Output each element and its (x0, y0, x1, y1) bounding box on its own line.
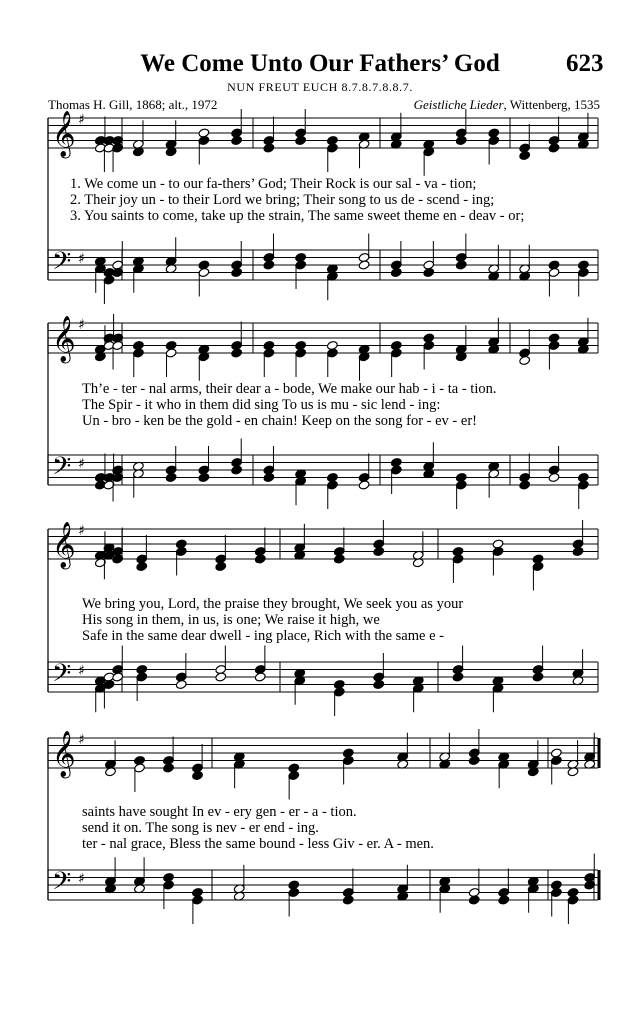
notehead (263, 260, 275, 270)
bass-staff (48, 455, 598, 485)
notehead (342, 895, 354, 905)
lyric-line-3: 3. You saints to come, take up the strain, The same sweet theme en - deav - or; (70, 208, 525, 224)
lyric-line-2: The Spir - it who in them did sing To us is mu - sic lend - ing: (82, 397, 441, 413)
notehead (455, 260, 467, 270)
notehead (333, 554, 345, 564)
bass-clef-icon: 𝄢 (52, 659, 72, 694)
treble-clef-icon: 𝄞 (52, 731, 76, 777)
sharp-icon: ♯ (78, 663, 85, 679)
bass-clef-icon: 𝄢 (52, 867, 72, 902)
bass-clef-icon: 𝄢 (52, 452, 72, 487)
sharp-icon: ♯ (78, 732, 85, 748)
bass-staff (48, 662, 598, 692)
treble-staff (48, 529, 598, 559)
lyric-line-1: 1. We come un - to our fa-thers’ God; Their Rock is our sal - va - tion; (70, 176, 477, 192)
notehead (231, 135, 243, 145)
bass-clef-icon: 𝄢 (52, 247, 72, 282)
treble-clef-icon: 𝄞 (52, 111, 76, 157)
notehead (163, 763, 175, 773)
notehead (254, 672, 266, 682)
notehead (263, 143, 275, 153)
notehead (295, 135, 307, 145)
sharp-icon: ♯ (78, 317, 85, 333)
notehead (358, 480, 370, 490)
notehead (231, 267, 243, 277)
notehead (519, 355, 531, 365)
text-author-credit: Thomas H. Gill, 1868; alt., 1972 (48, 97, 218, 112)
notehead (468, 895, 480, 905)
notehead (390, 267, 402, 277)
lyric-line-2: send it on. The song is nev - er end - ing. (82, 820, 319, 836)
notehead (165, 472, 177, 482)
notehead (254, 554, 266, 564)
bass-staff (48, 870, 598, 900)
treble-clef-icon: 𝄞 (52, 522, 76, 568)
notehead (452, 672, 464, 682)
notehead (423, 267, 435, 277)
notehead (231, 348, 243, 358)
notehead (263, 472, 275, 482)
notehead (519, 480, 531, 490)
lyric-line-2: 2. Their joy un - to their Lord we bring; Their song to us de - scend - ing; (70, 192, 495, 208)
notehead (358, 260, 370, 270)
treble-staff (48, 323, 598, 353)
notehead (498, 895, 510, 905)
sharp-icon: ♯ (78, 523, 85, 539)
lyric-line-3: Un - bro - ken be the gold - en chain! Keep on the song for - ev - er! (82, 413, 477, 429)
lyric-line-3: Safe in the same dear dwell - ing place, Rich with the same e - (82, 628, 444, 644)
notehead (548, 472, 560, 482)
music-system-4 (48, 729, 599, 924)
notehead (455, 135, 467, 145)
source-title: Geistliche Lieder (413, 97, 504, 112)
notehead (468, 755, 480, 765)
treble-staff (48, 738, 598, 768)
treble-clef-icon: 𝄞 (52, 316, 76, 362)
notehead (532, 672, 544, 682)
notehead (215, 561, 227, 571)
lyric-line-1: saints have sought In ev - ery gen - er - a - tion. (82, 804, 357, 820)
lyric-line-2: His song in them, in us, is one; We raise it high, we (82, 612, 380, 628)
notehead (198, 472, 210, 482)
hymn-number: 623 (566, 50, 604, 77)
lyric-line-1: Th’e - ter - nal arms, their dear a - bode, We make our hab - i - ta - tion. (82, 381, 497, 397)
source-rest: , Wittenberg, 1535 (503, 97, 600, 112)
sharp-icon: ♯ (78, 871, 85, 887)
music-system-3 (48, 520, 598, 716)
notehead (192, 770, 204, 780)
notehead (373, 546, 385, 556)
notehead (231, 465, 243, 475)
notehead (373, 679, 385, 689)
music-system-1 (48, 109, 598, 304)
notehead (215, 672, 227, 682)
tune-name: NUN FREUT EUCH 8.7.8.7.8.8.7. (227, 80, 413, 94)
sharp-icon: ♯ (78, 251, 85, 267)
notehead (175, 679, 187, 689)
notehead (519, 150, 531, 160)
sharp-icon: ♯ (78, 112, 85, 128)
notehead (572, 546, 584, 556)
bass-staff (48, 250, 598, 280)
lyric-line-1: We bring you, Lord, the praise they brought, We seek you as your (82, 596, 464, 612)
notehead (136, 561, 148, 571)
music-system-2 (48, 314, 598, 509)
treble-staff (48, 118, 598, 148)
lyric-line-3: ter - nal grace, Bless the same bound - less Giv - er. A - men. (82, 836, 434, 852)
hymn-title: We Come Unto Our Fathers’ God (140, 50, 500, 77)
sharp-icon: ♯ (78, 456, 85, 472)
notehead (548, 143, 560, 153)
